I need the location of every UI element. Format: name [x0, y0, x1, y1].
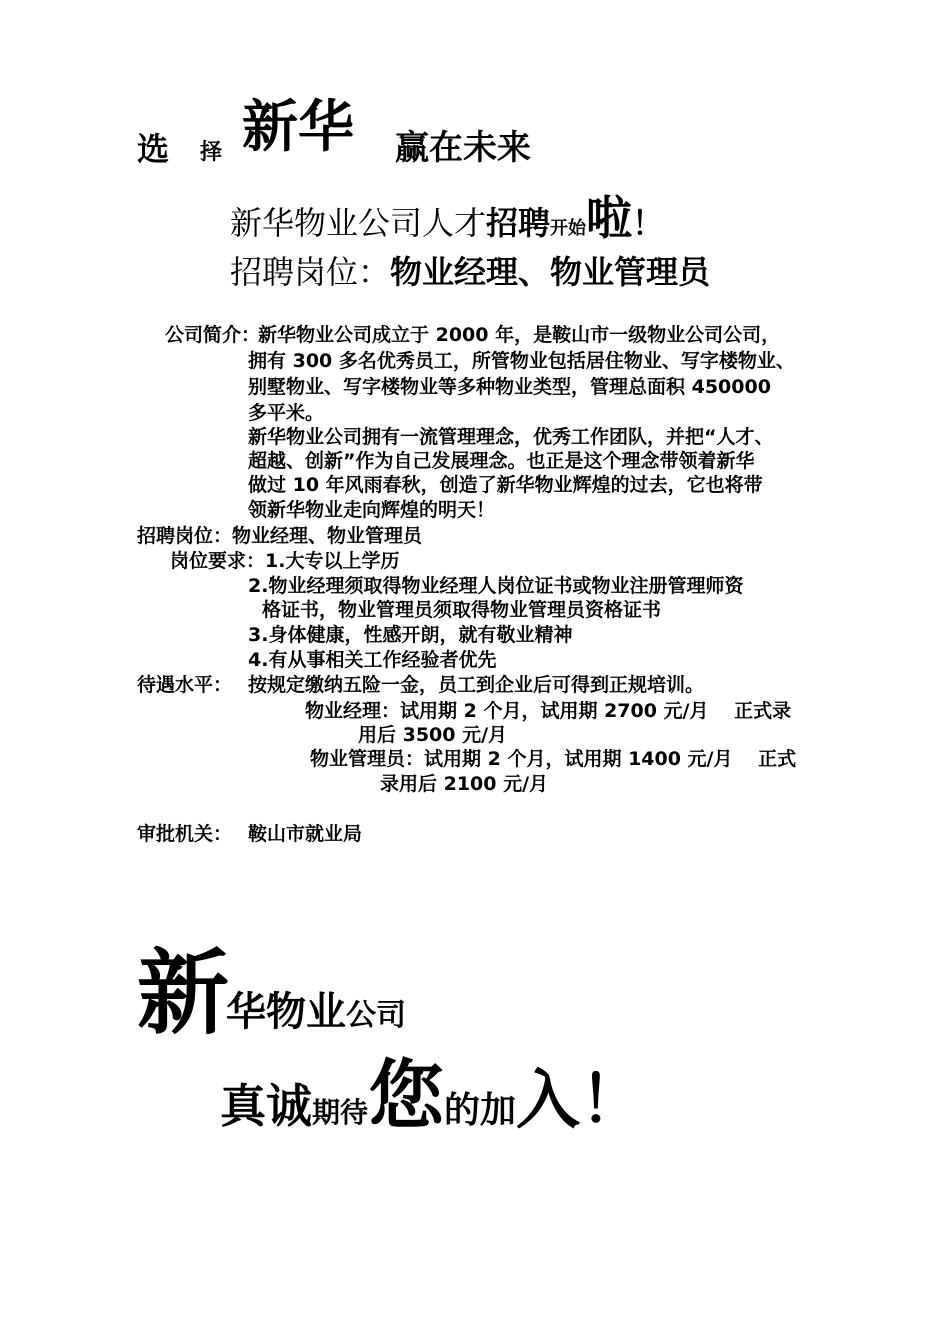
- intro-label: 公司简介：: [165, 324, 261, 346]
- tagline-expect: 期待: [312, 1096, 369, 1129]
- tagline-sincere: 真诚: [220, 1079, 312, 1133]
- headline: [230, 191, 665, 245]
- tagline-company-suffix: 公司: [346, 998, 406, 1033]
- intro-line: 领新华物业走向辉煌的明天！: [248, 499, 496, 521]
- tagline-company-main: 华物业: [226, 989, 346, 1035]
- requirement-item: 2.物业经理须取得物业经理人岗位证书或物业注册管理师资: [248, 575, 744, 597]
- headline-company: 新华物业公司人才: [230, 204, 487, 242]
- intro-line: 超越、创新”作为自己发展理念。也正是这个理念带领着新华: [248, 450, 755, 472]
- positions-label: 招聘岗位：: [137, 525, 233, 547]
- requirement-item: 4.有从事相关工作经验者优先: [248, 649, 497, 671]
- slogan-brand: 新华: [242, 95, 354, 160]
- approval-value: 鞍山市就业局: [248, 823, 363, 845]
- intro-line: 做过 10 年风雨春秋，创造了新华物业辉煌的过去，它也将带: [248, 474, 763, 496]
- requirements-label: 岗位要求：: [170, 550, 266, 572]
- slogan-char-ze: 择: [200, 140, 223, 165]
- positions-heading-value: 物业经理、物业管理员: [390, 253, 711, 291]
- positions-value: 物业经理、物业管理员: [232, 525, 423, 547]
- requirement-item: 3.身体健康，性感开朗，就有敬业精神: [248, 624, 573, 646]
- benefits-manager-cont: 用后 3500 元/月: [358, 724, 508, 746]
- positions-heading: [230, 253, 711, 291]
- headline-la: 啦: [586, 191, 633, 245]
- approval-label: 审批机关：: [137, 823, 233, 845]
- slogan-tail: 赢在未来: [395, 128, 531, 168]
- intro-line: 多平米。: [248, 402, 325, 424]
- benefits-general: 按规定缴纳五险一金，员工到企业后可得到正规培训。: [248, 674, 705, 696]
- headline-start: 开始: [550, 218, 587, 239]
- slogan-char-xuan: 选: [137, 130, 170, 168]
- headline-recruit: 招聘: [486, 204, 551, 242]
- benefits-staff: 物业管理员：试用期 2 个月，试用期 1400 元/月 正式: [310, 748, 797, 770]
- tagline-join-2: 入！: [516, 1064, 645, 1138]
- headline-exclaim: ！: [632, 204, 665, 242]
- tagline-you: 您: [368, 1051, 445, 1140]
- requirement-item: 格证书，物业管理员须取得物业管理员资格证书: [262, 599, 662, 621]
- tagline-join-1: 的加: [444, 1090, 517, 1131]
- positions-heading-label: 招聘岗位：: [230, 253, 391, 291]
- tagline-welcome: [220, 1051, 645, 1140]
- intro-line: 新华物业公司拥有一流管理理念，优秀工作团队，并把“人才、: [248, 426, 774, 448]
- benefits-label: 待遇水平：: [137, 674, 233, 696]
- intro-line: 新华物业公司成立于 2000 年，是鞍山市一级物业公司公司，: [258, 324, 781, 346]
- tagline-company: [226, 989, 406, 1035]
- requirement-item: 1.大专以上学历: [265, 550, 400, 572]
- benefits-staff-cont: 录用后 2100 元/月: [380, 773, 549, 795]
- tagline-big-xin: 新: [137, 940, 230, 1047]
- benefits-manager: 物业经理：试用期 2 个月，试用期 2700 元/月 正式录: [305, 700, 792, 722]
- intro-line: 拥有 300 多名优秀员工，所管物业包括居住物业、写字楼物业、: [248, 350, 795, 372]
- intro-line: 别墅物业、写字楼物业等多种物业类型，管理总面积 450000: [248, 376, 771, 398]
